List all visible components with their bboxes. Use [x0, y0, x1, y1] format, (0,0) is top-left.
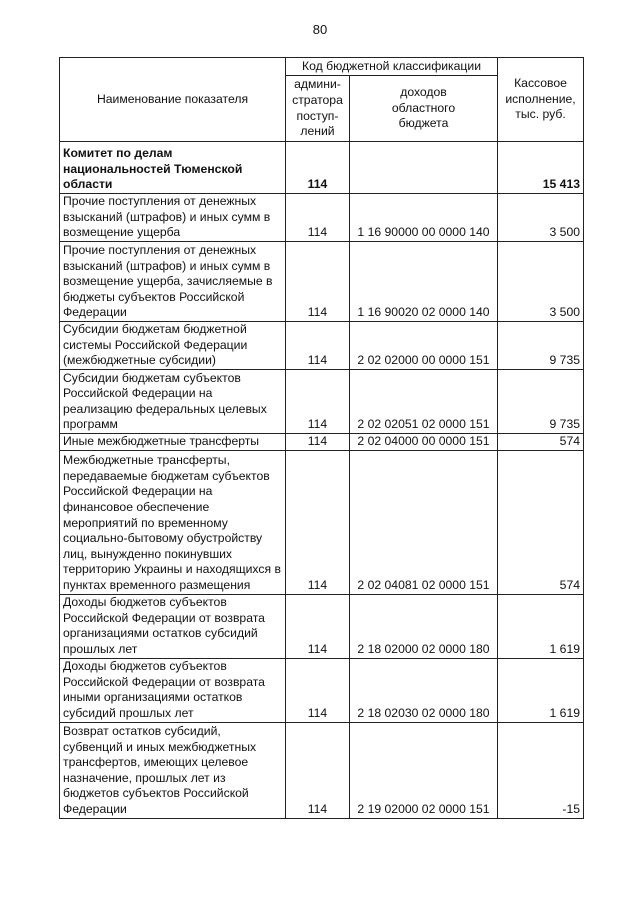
table-row	[60, 370, 584, 434]
row-amount-cell: 574	[498, 434, 584, 451]
table-body	[60, 142, 584, 819]
row-admin-cell: 114	[286, 434, 350, 451]
table-row	[60, 658, 584, 722]
row-name-cell: Возврат остатков субсидий, субвенций и иных межбюджетных трансфертов, имеющих целевое назначение, прошлых лет из бюджетов субъектов Российской Федерации	[60, 722, 286, 818]
row-amount-cell: 574	[498, 450, 584, 594]
row-admin-cell: 114	[286, 142, 350, 194]
row-admin-cell: 114	[286, 370, 350, 434]
header-income: доходов областного бюджета	[350, 76, 498, 142]
row-name-cell: Комитет по делам национальностей Тюменской области	[60, 142, 286, 194]
header-admin: админи- стратора поступ- лений	[286, 76, 350, 142]
row-amount-cell: 15 413	[498, 142, 584, 194]
table-row	[60, 434, 584, 451]
row-name-cell: Доходы бюджетов субъектов Российской Федерации от возврата организациями остатков субсидий прошлых лет	[60, 594, 286, 658]
row-name-cell: Субсидии бюджетам бюджетной системы Российской Федерации (межбюджетные субсидии)	[60, 322, 286, 370]
row-name-cell: Иные межбюджетные трансферты	[60, 434, 286, 451]
row-amount-cell: 1 619	[498, 594, 584, 658]
row-code-cell	[350, 142, 498, 194]
row-name-cell: Прочие поступления от денежных взысканий (штрафов) и иных сумм в возмещение ущерба	[60, 194, 286, 242]
row-name-cell: Доходы бюджетов субъектов Российской Федерации от возврата иными организациями остатков субсидий прошлых лет	[60, 658, 286, 722]
row-amount-cell: 1 619	[498, 658, 584, 722]
table-row	[60, 322, 584, 370]
row-admin-cell: 114	[286, 242, 350, 322]
row-amount-cell: 9 735	[498, 370, 584, 434]
table-row	[60, 594, 584, 658]
row-code-cell: 2 02 02051 02 0000 151	[350, 370, 498, 434]
header-row-1	[60, 58, 584, 76]
page-number: 80	[312, 22, 328, 37]
table-row	[60, 242, 584, 322]
table-row	[60, 142, 584, 194]
row-admin-cell: 114	[286, 450, 350, 594]
row-code-cell: 2 19 02000 02 0000 151	[350, 722, 498, 818]
table-row	[60, 722, 584, 818]
table-row	[60, 450, 584, 594]
row-name-cell: Субсидии бюджетам субъектов Российской Федерации на реализацию федеральных целевых программ	[60, 370, 286, 434]
row-name-cell: Прочие поступления от денежных взысканий (штрафов) и иных сумм в возмещение ущерба, зачисляемые в бюджеты субъектов Российской Федерации	[60, 242, 286, 322]
row-admin-cell: 114	[286, 194, 350, 242]
header-amount: Кассовое исполнение, тыс. руб.	[498, 58, 584, 142]
row-amount-cell: 3 500	[498, 194, 584, 242]
row-code-cell: 2 02 04000 00 0000 151	[350, 434, 498, 451]
row-admin-cell: 114	[286, 594, 350, 658]
budget-table	[59, 57, 584, 819]
row-code-cell: 2 18 02000 02 0000 180	[350, 594, 498, 658]
row-code-cell: 1 16 90000 00 0000 140	[350, 194, 498, 242]
table-row	[60, 194, 584, 242]
row-amount-cell: 3 500	[498, 242, 584, 322]
row-name-cell: Межбюджетные трансферты, передаваемые бюджетам субъектов Российской Федерации на финансовое обеспечение мероприятий по временному социально-бытовому обустройству лиц, вынужденно покинувших территорию Украины и находящихся в пунктах временного размещения	[60, 450, 286, 594]
row-code-cell: 2 18 02030 02 0000 180	[350, 658, 498, 722]
row-amount-cell: 9 735	[498, 322, 584, 370]
row-admin-cell: 114	[286, 658, 350, 722]
row-admin-cell: 114	[286, 722, 350, 818]
row-admin-cell: 114	[286, 322, 350, 370]
row-amount-cell: -15	[498, 722, 584, 818]
row-code-cell: 2 02 04081 02 0000 151	[350, 450, 498, 594]
header-name: Наименование показателя	[60, 58, 286, 142]
header-classification: Код бюджетной классификации	[286, 58, 498, 76]
row-code-cell: 2 02 02000 00 0000 151	[350, 322, 498, 370]
row-code-cell: 1 16 90020 02 0000 140	[350, 242, 498, 322]
